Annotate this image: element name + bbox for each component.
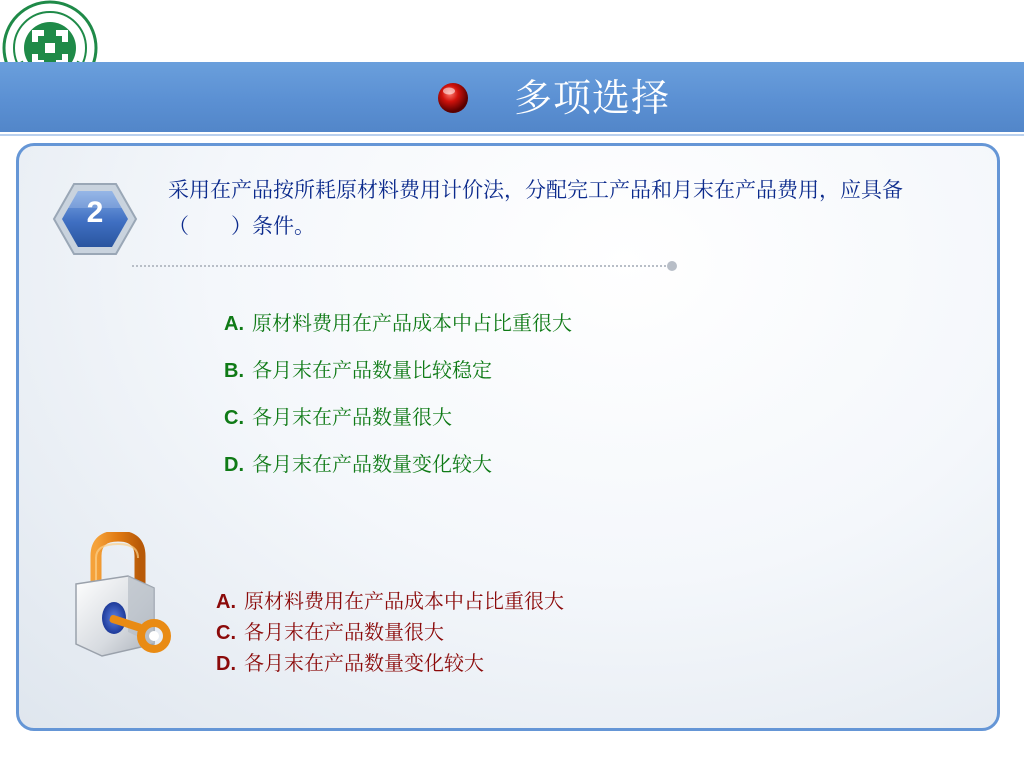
- answer-letter: A: [216, 591, 231, 613]
- answer-text: 各月末在产品数量变化较大: [244, 651, 485, 675]
- answer-text: 各月末在产品数量很大: [244, 620, 445, 644]
- answer-a: A. 原材料费用在产品成本中占比重很大: [216, 589, 565, 613]
- answer-c: C. 各月末在产品数量很大: [216, 620, 445, 644]
- option-text: 各月末在产品数量变化较大: [252, 452, 493, 476]
- option-c[interactable]: C. 各月末在产品数量很大: [224, 405, 453, 429]
- page-title: 多项选择: [514, 76, 671, 120]
- option-letter: B: [224, 360, 239, 382]
- answer-letter: C: [216, 622, 231, 644]
- answer-text: 原材料费用在产品成本中占比重很大: [244, 589, 565, 613]
- option-letter: C: [224, 407, 239, 429]
- title-banner: [0, 62, 1024, 132]
- dotted-divider: [132, 257, 680, 269]
- option-a[interactable]: A. 原材料费用在产品成本中占比重很大: [224, 311, 573, 335]
- answer-letter: D: [216, 653, 231, 675]
- question-text: 采用在产品按所耗原材料费用计价法，分配完工产品和月末在产品费用，应具备（ ）条件。: [168, 178, 903, 238]
- option-b[interactable]: B. 各月末在产品数量比较稳定: [224, 358, 493, 382]
- banner-underline: [0, 134, 1024, 136]
- option-text: 各月末在产品数量很大: [252, 405, 453, 429]
- option-d[interactable]: D. 各月末在产品数量变化较大: [224, 452, 493, 476]
- option-letter: A: [224, 313, 239, 335]
- option-text: 各月末在产品数量比较稳定: [252, 358, 493, 382]
- answer-d: D. 各月末在产品数量变化较大: [216, 651, 485, 675]
- padlock-key-icon[interactable]: [66, 532, 182, 662]
- option-text: 原材料费用在产品成本中占比重很大: [252, 311, 573, 335]
- red-sphere-bullet-icon: [436, 81, 470, 115]
- question-number: 2: [86, 196, 104, 229]
- option-list: [224, 300, 572, 488]
- option-letter: D: [224, 454, 239, 476]
- answer-list: [216, 586, 564, 679]
